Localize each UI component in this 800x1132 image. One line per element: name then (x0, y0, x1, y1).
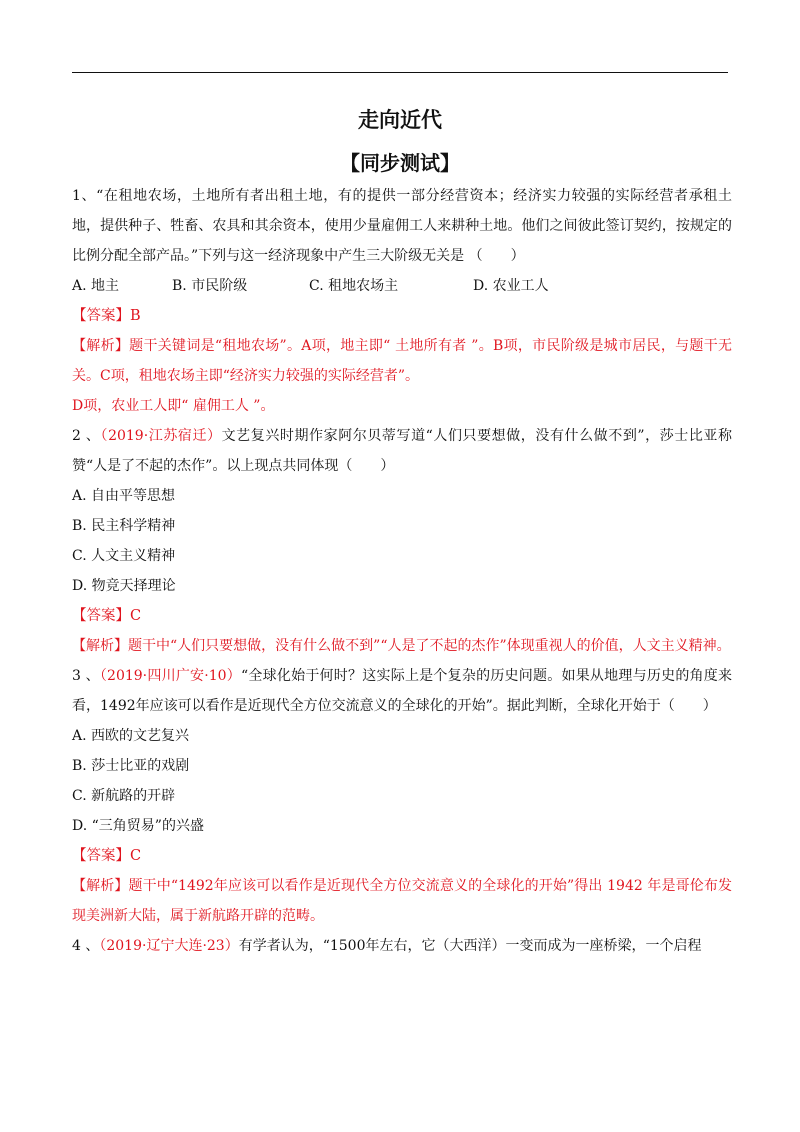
answer-label: 【答案】 (72, 848, 130, 864)
question-1-answer (72, 301, 732, 331)
option-c: C. 租地农场主 (309, 278, 399, 294)
document-title: 走向近代 (358, 108, 442, 132)
option-a: A. 自由平等思想 (72, 488, 176, 504)
question-stem: “在租地农场，土地所有者出租土地，有的提供一部分经营资本；经济实力较强的实际经营者承租土地，提供种子、牲畜、农具和其余资本，使用少量雇佣工人来耕种土地。他们之间彼此签订契约，按规定的比例分配全部产品。”下列与这一经济现象中产生三大阶级无关是 （ ） (72, 188, 732, 264)
option-d: D. “三角贸易”的兴盛 (72, 818, 204, 834)
analysis-label: 【解析】 (72, 878, 129, 894)
question-number: 4 、 (72, 938, 100, 954)
option-d: D. 物竞天择理论 (72, 578, 176, 594)
option-c: C. 新航路的开辟 (72, 788, 176, 804)
question-stem: 文艺复兴时期作家阿尔贝蒂写道“人们只要想做，没有什么做不到”，莎士比亚称赞“人是了不起的杰作”。以上现点共同体现（ ） (72, 428, 732, 474)
analysis-label: 【解析】 (72, 638, 128, 654)
header-rule (72, 72, 728, 73)
question-stem: 有学者认为，“1500年左右，它（大西洋）一变而成为一座桥梁，一个启程 (238, 938, 702, 954)
document-body (72, 181, 732, 961)
question-number: 2 、 (72, 428, 101, 444)
question-number: 3 、 (72, 668, 100, 684)
option-b: B. 莎士比亚的戏剧 (72, 758, 190, 774)
option-a: A. 地主 (72, 278, 120, 294)
option-b: B. 民主科学精神 (72, 518, 176, 534)
question-source: （2019·四川广安·10） (99, 668, 242, 684)
analysis-text: 题干关键词是“租地农场”。A项，地主即“ 土地所有者 ”。B项，市民阶级是城市居民，与题干无关。C项，租地农场主即“经济实力较强的实际经营者”。 (72, 338, 732, 384)
option-b: B. 市民阶级 (172, 278, 248, 294)
question-4 (72, 931, 732, 961)
option-c: C. 人文主义精神 (72, 548, 176, 564)
question-1 (72, 181, 732, 271)
question-1-options (72, 271, 732, 301)
answer-value: C (130, 848, 142, 864)
option-a: A. 西欧的文艺复兴 (72, 728, 190, 744)
answer-label: 【答案】 (72, 308, 130, 324)
question-1-analysis (72, 331, 732, 391)
analysis-text: 题干中“人们只要想做，没有什么做不到”“人是了不起的杰作”体现重视人的价值，人文主义精神。 (128, 638, 731, 654)
document-subtitle: 【同步测试】 (340, 151, 460, 175)
question-1-analysis-cont: D项，农业工人即“ 雇佣工人 ”。 (72, 398, 275, 414)
question-2-answer (72, 601, 732, 631)
question-source: （2019·江苏宿迁） (100, 428, 222, 444)
question-2-analysis (72, 631, 732, 661)
question-stem: “全球化始于何时？这实际上是个复杂的历史问题。如果从地理与历史的角度来看，1492年应该可以看作是近现代全方位交流意义的全球化的开始”。据此判断，全球化开始于（ ） (72, 668, 733, 714)
question-2 (72, 421, 732, 481)
question-number: 1、 (72, 188, 97, 204)
analysis-label: 【解析】 (72, 338, 130, 354)
answer-value: B (130, 308, 141, 324)
question-source: （2019·辽宁大连·23） (99, 938, 239, 954)
question-3-analysis (72, 871, 732, 931)
question-3-answer (72, 841, 732, 871)
question-3 (72, 661, 732, 721)
answer-label: 【答案】 (72, 608, 130, 624)
analysis-text: 题干中“1492年应该可以看作是近现代全方位交流意义的全球化的开始”得出 1942 年是哥伦布发现美洲新大陆，属于新航路开辟的范畴。 (72, 878, 732, 924)
answer-value: C (130, 608, 142, 624)
option-d: D. 农业工人 (473, 278, 549, 294)
